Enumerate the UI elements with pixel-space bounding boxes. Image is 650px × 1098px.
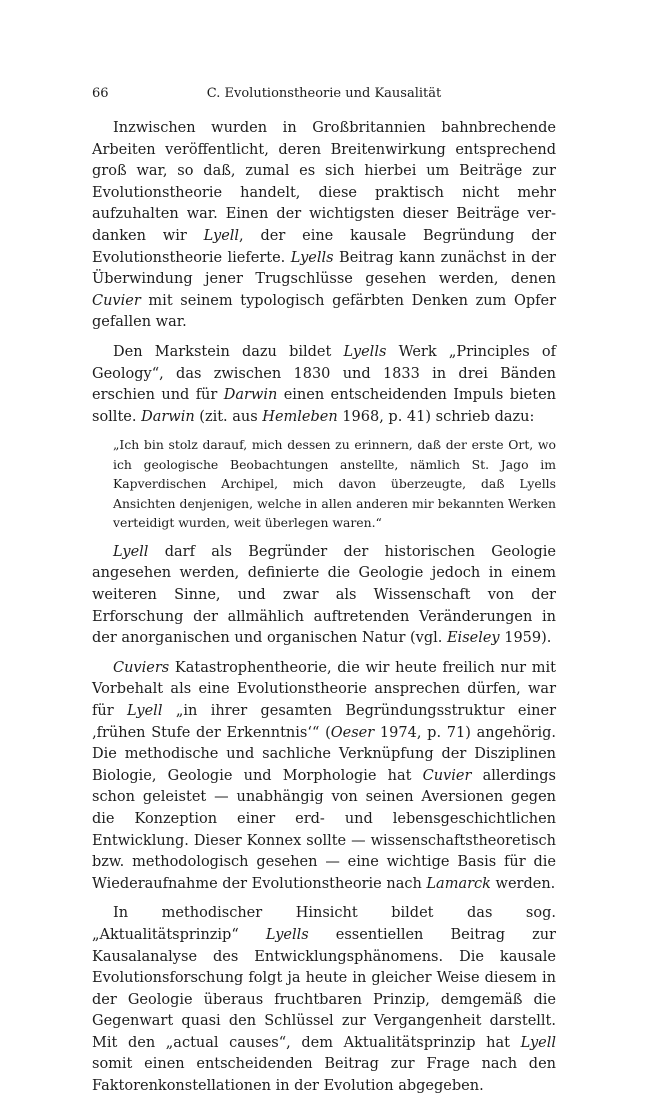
cited-name: Lamarck [426,875,491,892]
cited-name: Lyell [520,1034,556,1051]
cited-name: Lyells [290,249,334,266]
cited-name: Cuvier [92,292,141,309]
cited-name: Lyell [203,227,240,244]
text-run: „in ihrer gesamten Begründungsstruktur einer ‚frühen Stufe der Erkenntnis‘“ ( [92,702,557,741]
text-run: Katastrophentheorie, die wir heute freilich nur mit Vorbehalt als eine Evolutionstheorie ansprechen dürfen, war für [92,659,556,719]
running-title: C. Evolutionstheorie und Kausalität [206,86,442,101]
page-number: 66 [92,86,109,101]
text-run: 1968, p. 41) schrieb dazu: [337,408,535,425]
cited-name: Darwin [223,387,278,404]
text-run: Den Markstein dazu bildet [113,343,344,360]
paragraph [92,542,556,650]
text-run: darf als Begründer der historischen Geologie angesehen werden, definierte die Geologie jedoch in einem weiteren Sinne, und zwar als Wissenschaft von der Erforschung der allmählich auftretenden Veränderungen in der anorganischen und organischen Natur (vgl. [92,543,556,647]
cited-name: Cuviers [113,659,170,676]
text-run: essentiellen Beitrag zur Kausalanalyse des Entwicklungsphänomens. Die kausale Evolutionsforschung folgt ja heute in gleicher Weise diesem in der Geologie überaus fruchtbaren Prinzip, demgemäß die Gegenwart quasi den Schlüssel zur Vergangenheit darstellt. Mit den „actual causes“, dem Aktualitätsprinzip hat [92,926,556,1051]
paragraph [92,118,556,334]
quote-text: „Ich bin stolz darauf, mich dessen zu erinnern, daß der erste Ort, wo ich geologische Beobachtungen anstellte, nämlich St. Jago im Kapverdischen Archipel, mich davon überzeugte, daß Lyells Ansichten denjenigen, welche in allen anderen mir bekannten Werken verteidigt wurden, weit überlegen waren.“ [113,437,556,531]
block-quote [113,435,556,533]
cited-name: Hemleben [262,408,338,425]
text-run: mit seinem typologisch gefärbten Denken zum Opfer gefallen war. [92,292,556,331]
cited-name: Lyells [265,926,309,943]
text-run: 1974, p. 71) angehörig. Die methodische und sachliche Verknüpfung der Disziplinen Biologie, Geologie und Morphologie hat [92,724,556,784]
cited-name: Oeser [330,724,375,741]
text-run: Beitrag kann zunächst in der Überwindung jener Trugschlüsse gesehen werden, denen [92,249,556,288]
text-run: 1959). [499,630,552,647]
cited-name: Darwin [141,408,195,425]
cited-name: Cuvier [422,767,472,784]
cited-name: Eiseley [446,630,500,647]
text-run: werden. [490,875,556,892]
text-run: , der eine kausale Begründung der Evolutionstheorie lieferte. [92,227,556,266]
cited-name: Lyell [127,702,163,719]
cited-name: Lyells [343,343,387,360]
text-run: allerdings schon geleistet — unabhängig von seinen Aversionen gegen die Konzeption einer erd- und lebensgeschichtlichen Entwicklung. Dieser Konnex sollte — wissenschaftstheoretisch bzw. methodologisch gesehen — eine wichtige Basis für die Wiederaufnahme der Evolutionstheorie nach [92,767,556,892]
book-page [92,84,556,1098]
running-head [92,84,556,104]
text-run: (zit. aus [194,408,263,425]
paragraph [92,342,556,428]
text-run: einen entscheidenden Impuls bieten sollte. [92,387,556,425]
cited-name: Lyell [113,543,149,560]
text-run: Werk „Principles of Geology“, das zwischen 1830 und 1833 in drei Bänden erschien und für [92,343,556,404]
paragraph [92,658,556,896]
text-run: Inzwischen wurden in Großbritannien bahnbrechende Arbeiten veröffentlicht, deren Breitenwirkung entsprechend groß war, so daß, zumal es sich hierbei um Beiträge zur Evolutionstheorie handelt, diese praktisch nicht mehr aufzuhalten war. Einen der wichtigsten dieser Beiträge verdanken wir [92,120,556,244]
text-run: somit einen entscheidenden Beitrag zur Frage nach den Faktorenkonstellationen in der Evolution abgegeben. [92,1056,556,1095]
text-run: In methodischer Hinsicht bildet das sog. „Aktualitätsprinzip“ [92,905,556,943]
paragraph [92,903,556,1097]
body-text [92,118,556,1098]
